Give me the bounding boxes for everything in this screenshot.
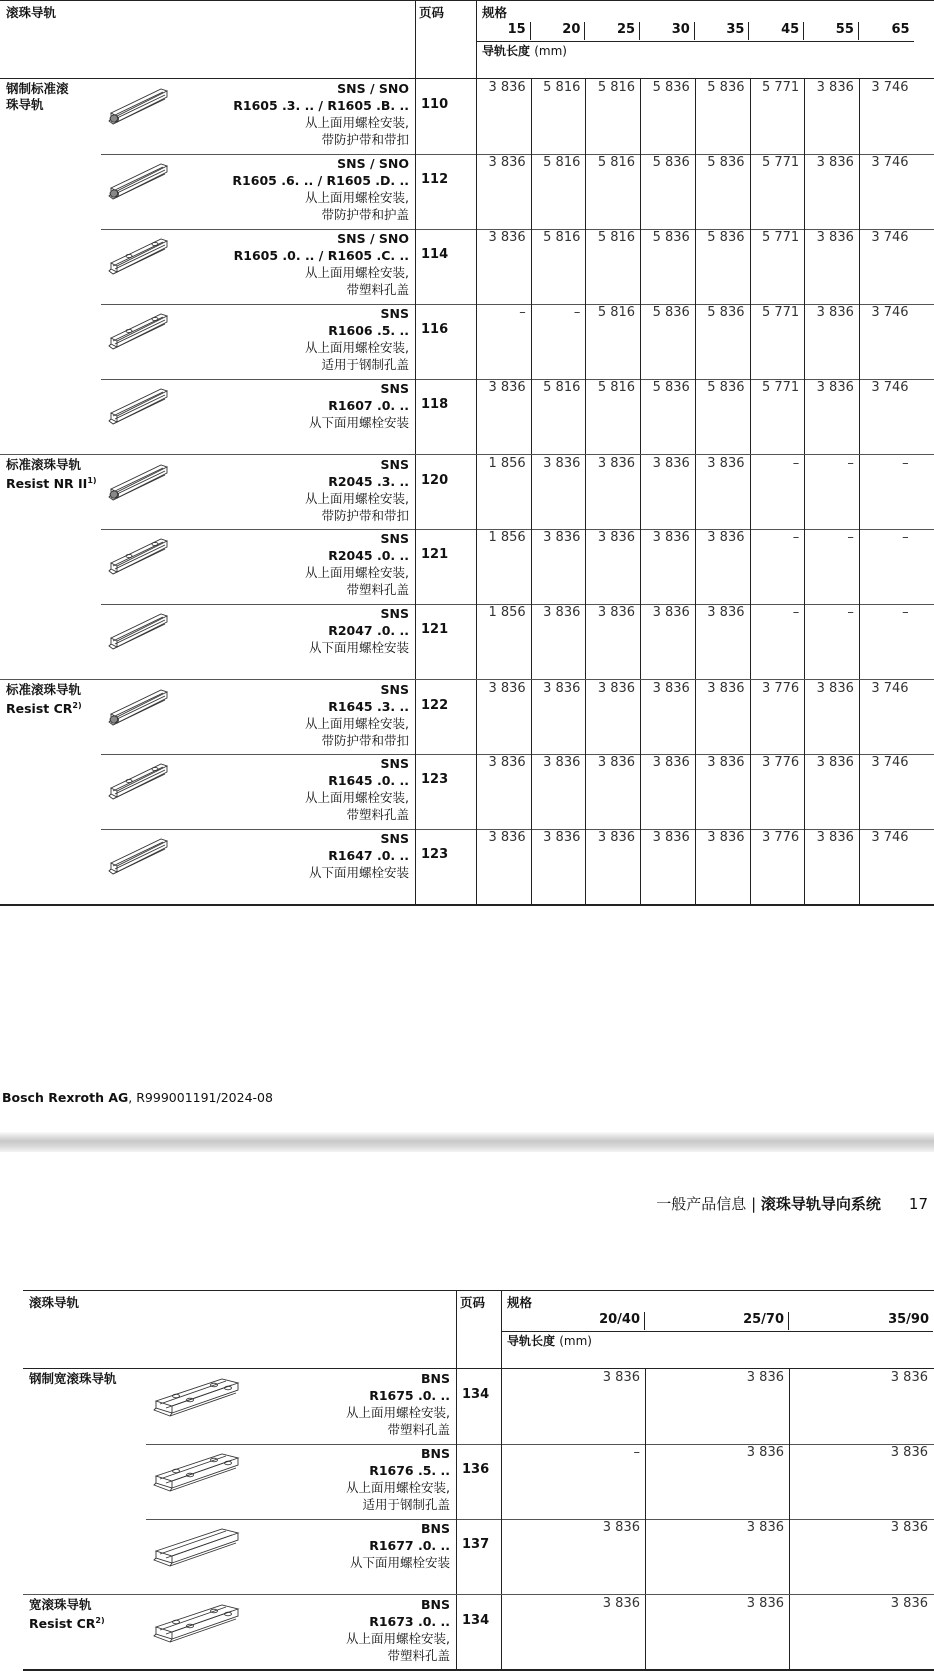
length-value: 3 836 — [543, 830, 581, 845]
rail-type: BNS — [421, 1371, 450, 1386]
length-value: 3 836 — [746, 1370, 784, 1385]
page-ref: 114 — [421, 247, 449, 262]
rail-illustration-icon — [107, 835, 169, 881]
length-value: 3 836 — [707, 456, 745, 471]
page-separator — [0, 1132, 934, 1152]
rail-type: SNS — [380, 306, 409, 321]
rail-type: BNS — [421, 1446, 450, 1461]
rail-mounting-note: 从下面用螺栓安装 — [349, 1555, 450, 1570]
length-value: – — [902, 456, 909, 471]
length-value: 3 746 — [871, 681, 909, 696]
size-header: 20/40 — [501, 1312, 645, 1330]
length-value: 3 746 — [871, 830, 909, 845]
group-label: 标准滚珠导轨 Resist CR$^{2)}$ — [6, 682, 82, 717]
page-ref: 120 — [421, 473, 449, 488]
length-value: – — [792, 530, 800, 545]
rail-mounting-note: 从上面用螺栓安装, — [346, 1405, 450, 1420]
length-value: 5 816 — [597, 305, 636, 320]
rail-code: R1605 .0. .. / R1605 .C. .. — [233, 248, 409, 263]
length-value: 3 836 — [816, 755, 854, 770]
table-row — [0, 229, 934, 304]
length-value: 5 836 — [652, 80, 690, 95]
rail-mounting-note: 从上面用螺栓安装, — [305, 716, 409, 731]
page-ref: 118 — [421, 397, 449, 412]
table-row — [23, 1369, 934, 1444]
length-value: 5 771 — [761, 380, 800, 395]
length-value: 3 836 — [543, 530, 581, 545]
length-value: 3 836 — [488, 80, 526, 95]
length-value: 3 836 — [816, 305, 854, 320]
page-ref: 122 — [421, 698, 449, 713]
length-value: 3 746 — [871, 755, 909, 770]
length-value: 3 836 — [488, 155, 526, 170]
length-value: 1 856 — [488, 530, 526, 545]
length-value: – — [792, 456, 800, 471]
length-value: – — [519, 305, 526, 320]
column-spec: 规格 — [507, 1295, 533, 1310]
column-page: 页码 — [419, 5, 445, 20]
rail-type: SNS / SNO — [337, 81, 409, 96]
size-header: 55 — [804, 22, 859, 40]
length-value: 3 746 — [871, 380, 909, 395]
rail-description — [233, 80, 409, 148]
rail-description — [346, 1370, 450, 1438]
length-value: 3 836 — [890, 1445, 928, 1460]
rail-description — [305, 456, 409, 524]
rail-mounting-note: 从下面用螺栓安装 — [308, 640, 409, 655]
rail-description — [346, 1596, 450, 1664]
rail-mounting-note: 从上面用螺栓安装, — [305, 190, 409, 205]
length-value: 5 816 — [543, 230, 581, 245]
page-ref: 137 — [462, 1537, 490, 1552]
length-value: 3 836 — [488, 230, 526, 245]
length-value: 5 836 — [652, 380, 690, 395]
length-value: 3 836 — [890, 1520, 928, 1535]
length-value: 3 746 — [871, 305, 909, 320]
length-value: 3 836 — [602, 1520, 640, 1535]
rail-description — [309, 830, 409, 881]
size-header: 30 — [640, 22, 695, 40]
rail-description — [305, 681, 409, 749]
page-ref: 116 — [421, 322, 449, 337]
rail-illustration-icon — [107, 310, 169, 356]
length-value: 5 816 — [597, 380, 636, 395]
length-value: 1 856 — [488, 605, 526, 620]
rail-illustration-icon — [107, 535, 169, 581]
size-header: 35/90 — [888, 1312, 929, 1327]
column-category: 滚珠导轨 — [6, 5, 57, 20]
rail-mounting-note: 带塑料孔盖 — [346, 582, 409, 597]
length-value: 5 836 — [707, 230, 745, 245]
rail-illustration-icon — [107, 686, 169, 732]
length-value: 3 836 — [543, 681, 581, 696]
length-value: 3 836 — [488, 681, 526, 696]
rail-mounting-note: 从上面用螺栓安装, — [305, 565, 409, 580]
rail-illustration-icon — [107, 461, 169, 507]
rail-illustration-icon — [107, 610, 169, 656]
length-value: – — [847, 456, 854, 471]
rail-mounting-note: 带防护带和带扣 — [321, 733, 409, 748]
table-row — [23, 1594, 934, 1669]
rail-type: SNS — [380, 606, 409, 621]
length-value: 3 836 — [488, 830, 526, 845]
rail-illustration-icon — [107, 235, 169, 281]
length-value: 3 836 — [543, 605, 581, 620]
length-value: 5 816 — [597, 230, 636, 245]
length-value: – — [847, 605, 854, 620]
length-value: 3 836 — [602, 1370, 640, 1385]
page-ref: 123 — [421, 772, 449, 787]
column-page: 页码 — [460, 1295, 486, 1310]
rail-table-wide — [23, 1290, 934, 1671]
rail-type: SNS — [380, 831, 409, 846]
size-header: 35 — [695, 22, 750, 40]
rail-code: R2045 .0. .. — [328, 548, 409, 563]
rail-code: R1673 .0. .. — [369, 1614, 450, 1629]
length-value: 3 836 — [488, 380, 526, 395]
length-value: 3 776 — [761, 681, 800, 696]
rail-mounting-note: 从上面用螺栓安装, — [346, 1480, 450, 1495]
group-label: 钢制宽滚珠导轨 — [29, 1371, 117, 1386]
length-value: 3 836 — [652, 605, 690, 620]
rail-mounting-note: 带塑料孔盖 — [387, 1648, 450, 1663]
length-value: 3 836 — [707, 830, 745, 845]
length-value: 3 836 — [890, 1596, 928, 1611]
rail-type: SNS — [380, 381, 409, 396]
rail-type: SNS — [380, 756, 409, 771]
rail-code: R2045 .3. .. — [328, 474, 409, 489]
length-value: 3 836 — [652, 530, 690, 545]
length-value: 1 856 — [488, 456, 526, 471]
running-head: 一般产品信息 | 滚珠导轨导向系统 17 — [656, 1195, 928, 1213]
page-ref: 134 — [462, 1613, 490, 1628]
group-label: 标准滚珠导轨 Resist NR II$^{1)}$ — [6, 457, 97, 492]
table-row — [0, 529, 934, 604]
table-row — [0, 604, 934, 679]
length-value: 3 776 — [761, 830, 800, 845]
length-value: 5 771 — [761, 80, 800, 95]
size-header: 15 — [476, 22, 531, 40]
rail-mounting-note: 带塑料孔盖 — [346, 807, 409, 822]
rail-mounting-note: 从上面用螺栓安装, — [346, 1631, 450, 1646]
length-value: 3 836 — [816, 380, 854, 395]
rail-code: R1645 .3. .. — [328, 699, 409, 714]
rail-type: BNS — [421, 1521, 450, 1536]
length-value: 3 836 — [597, 530, 636, 545]
rail-description — [346, 1445, 450, 1513]
length-value: 3 836 — [707, 530, 745, 545]
length-value: 5 836 — [652, 155, 690, 170]
rail-mounting-note: 从上面用螺栓安装, — [305, 491, 409, 506]
length-value: – — [573, 305, 581, 320]
length-value: – — [792, 605, 800, 620]
length-value: 5 836 — [707, 155, 745, 170]
table-row — [0, 154, 934, 229]
length-value: 3 746 — [871, 230, 909, 245]
length-value: – — [847, 530, 854, 545]
size-header: 20 — [531, 22, 586, 40]
page-ref: 112 — [421, 172, 449, 187]
column-category: 滚珠导轨 — [29, 1295, 80, 1310]
rail-code: R1647 .0. .. — [328, 848, 409, 863]
rail-description — [305, 305, 409, 373]
length-value: 5 836 — [652, 230, 690, 245]
length-value: 3 836 — [652, 456, 690, 471]
table-row — [0, 79, 934, 154]
page-ref: 121 — [421, 622, 449, 637]
length-value: 5 836 — [707, 80, 745, 95]
length-value: 3 836 — [816, 80, 854, 95]
rail-type: SNS / SNO — [337, 156, 409, 171]
length-value: 3 776 — [761, 755, 800, 770]
length-value: 3 746 — [871, 80, 909, 95]
rail-code: R1676 .5. .. — [369, 1463, 450, 1478]
length-value: 3 836 — [816, 830, 854, 845]
length-value: – — [902, 530, 909, 545]
length-value: 3 836 — [597, 755, 636, 770]
page-footer: Bosch Rexroth AG, R999001191/2024-08 — [2, 1090, 273, 1105]
table-row — [0, 304, 934, 379]
length-value: 5 836 — [652, 305, 690, 320]
rail-type: BNS — [421, 1597, 450, 1612]
rail-mounting-note: 带防护带和带扣 — [321, 132, 409, 147]
rail-code: R2047 .0. .. — [328, 623, 409, 638]
page-ref: 136 — [462, 1462, 490, 1477]
rail-description — [234, 230, 409, 298]
length-value: 3 836 — [816, 230, 854, 245]
rail-description — [305, 755, 409, 823]
length-value: 3 836 — [816, 155, 854, 170]
length-value: 5 836 — [707, 305, 745, 320]
rail-type: SNS — [380, 682, 409, 697]
rail-mounting-note: 适用于钢制孔盖 — [362, 1497, 450, 1512]
table-row — [0, 379, 934, 454]
rail-description — [309, 605, 409, 656]
table-row — [23, 1519, 934, 1594]
rail-code: R1607 .0. .. — [328, 398, 409, 413]
length-value: 3 836 — [746, 1445, 784, 1460]
length-value: 3 836 — [707, 755, 745, 770]
length-value: 3 836 — [707, 605, 745, 620]
rail-code: R1605 .6. .. / R1605 .D. .. — [232, 173, 409, 188]
table-row — [23, 1444, 934, 1519]
length-value: 3 836 — [652, 830, 690, 845]
size-header: 25/70 — [645, 1312, 789, 1330]
page-ref: 123 — [421, 847, 449, 862]
length-label: 导轨长度 (mm) — [507, 1334, 592, 1348]
rail-type: SNS / SNO — [337, 231, 409, 246]
length-value: 3 836 — [890, 1370, 928, 1385]
rail-illustration-icon — [152, 1601, 242, 1651]
rail-description — [232, 155, 409, 223]
size-header: 65 — [891, 22, 910, 37]
length-value: 3 746 — [871, 155, 909, 170]
table-row — [0, 754, 934, 829]
rail-mounting-note: 从下面用螺栓安装 — [308, 415, 409, 430]
length-value: 3 836 — [746, 1596, 784, 1611]
length-value: 3 836 — [597, 456, 636, 471]
length-value: 5 816 — [543, 80, 581, 95]
length-value: 5 836 — [707, 380, 745, 395]
length-value: 3 836 — [488, 755, 526, 770]
rail-mounting-note: 带防护带和护盖 — [321, 207, 409, 222]
table-header — [23, 1290, 934, 1369]
rail-illustration-icon — [152, 1525, 242, 1575]
group-label: 宽滚珠导轨 Resist CR$^{2)}$ — [29, 1597, 105, 1632]
length-value: 3 836 — [597, 681, 636, 696]
rail-mounting-note: 从上面用螺栓安装, — [305, 115, 409, 130]
length-value: – — [902, 605, 909, 620]
page-ref: 134 — [462, 1387, 490, 1402]
length-value: 3 836 — [707, 681, 745, 696]
length-value: 3 836 — [816, 681, 854, 696]
rail-code: R1675 .0. .. — [369, 1388, 450, 1403]
rail-mounting-note: 从上面用螺栓安装, — [305, 340, 409, 355]
rail-mounting-note: 从上面用螺栓安装, — [305, 265, 409, 280]
page-ref: 110 — [421, 97, 449, 112]
length-value: 3 836 — [746, 1520, 784, 1535]
length-value: 3 836 — [597, 605, 636, 620]
length-value: – — [633, 1445, 640, 1460]
rail-code: R1605 .3. .. / R1605 .B. .. — [233, 98, 409, 113]
rail-illustration-icon — [152, 1450, 242, 1500]
rail-illustration-icon — [107, 760, 169, 806]
rail-illustration-icon — [107, 385, 169, 431]
length-value: 5 816 — [543, 380, 581, 395]
rail-illustration-icon — [152, 1375, 242, 1425]
rail-type: SNS — [380, 531, 409, 546]
table-header — [0, 0, 934, 79]
rail-code: R1606 .5. .. — [328, 323, 409, 338]
length-value: 5 771 — [761, 230, 800, 245]
rail-mounting-note: 带塑料孔盖 — [346, 282, 409, 297]
rail-description — [350, 1520, 450, 1571]
rail-mounting-note: 从上面用螺栓安装, — [305, 790, 409, 805]
length-value: 5 816 — [597, 155, 636, 170]
length-value: 3 836 — [652, 755, 690, 770]
rail-illustration-icon — [107, 85, 169, 131]
length-value: 5 771 — [761, 305, 800, 320]
table-row — [0, 679, 934, 754]
rail-mounting-note: 带塑料孔盖 — [387, 1422, 450, 1437]
table-row — [0, 829, 934, 904]
rail-description — [305, 530, 409, 598]
rail-type: SNS — [380, 457, 409, 472]
length-value: 5 816 — [543, 155, 581, 170]
rail-mounting-note: 从下面用螺栓安装 — [308, 865, 409, 880]
size-header: 45 — [750, 22, 805, 40]
length-value: 3 836 — [543, 755, 581, 770]
column-spec: 规格 — [482, 5, 508, 20]
length-value: 5 816 — [597, 80, 636, 95]
length-value: 3 836 — [597, 830, 636, 845]
length-value: 3 836 — [543, 456, 581, 471]
rail-code: R1677 .0. .. — [369, 1538, 450, 1553]
rail-description — [309, 380, 409, 431]
length-value: 5 771 — [761, 155, 800, 170]
page-ref: 121 — [421, 547, 449, 562]
length-value: 3 836 — [652, 681, 690, 696]
size-header: 25 — [585, 22, 640, 40]
table-row — [0, 454, 934, 529]
rail-code: R1645 .0. .. — [328, 773, 409, 788]
group-label: 钢制标准滚 珠导轨 — [6, 81, 69, 112]
rail-mounting-note: 适用于钢制孔盖 — [321, 357, 409, 372]
length-value: 3 836 — [602, 1596, 640, 1611]
length-label: 导轨长度 (mm) — [482, 44, 567, 58]
rail-mounting-note: 带防护带和带扣 — [321, 508, 409, 523]
rail-illustration-icon — [107, 160, 169, 206]
